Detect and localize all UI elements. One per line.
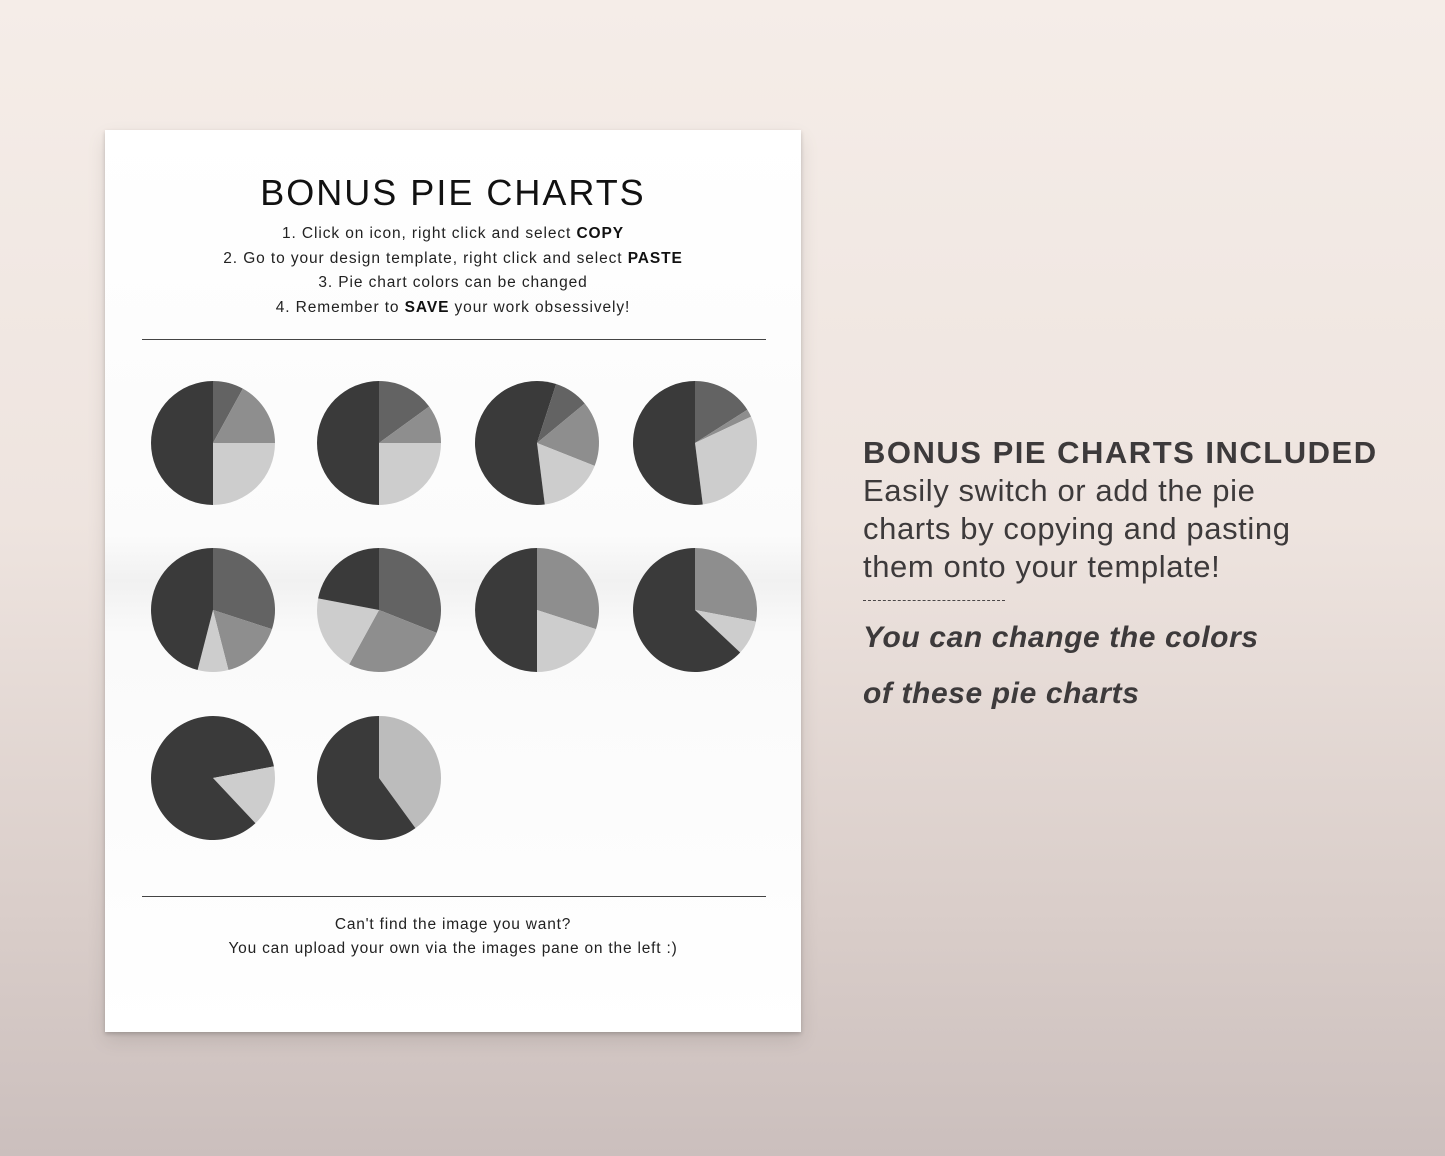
step-text: 2. Go to your design template, right click and select: [223, 249, 628, 267]
pie-slice: [317, 381, 379, 505]
pie-slice: [475, 381, 545, 505]
pie-chart[interactable]: [317, 548, 441, 672]
sheet-footer: [105, 913, 801, 961]
step-keyword: PASTE: [627, 249, 683, 267]
bottom-divider: [142, 896, 766, 897]
feature-note-line: of these pie charts: [863, 677, 1140, 710]
pie-slice: [633, 381, 703, 505]
pie-chart[interactable]: [151, 381, 275, 505]
pie-chart[interactable]: [151, 716, 275, 840]
step-keyword: SAVE: [404, 298, 450, 316]
step-text-end: your work obsessively!: [449, 298, 631, 316]
pie-chart[interactable]: [151, 548, 275, 672]
pie-slice: [213, 443, 275, 505]
step-text: 1. Click on icon, right click and select: [281, 225, 577, 242]
pie-slice: [475, 548, 537, 672]
pie-chart[interactable]: [317, 381, 441, 505]
step-text: 4. Remember to: [275, 298, 405, 316]
template-sheet: [105, 130, 801, 1032]
footer-hint: You can upload your own via the images pane on the left :): [228, 940, 678, 957]
feature-heading: BONUS PIE CHARTS INCLUDED: [863, 435, 1378, 470]
feature-body-line: charts by copying and pasting: [863, 511, 1291, 546]
feature-note-line: You can change the colors: [863, 621, 1259, 654]
feature-description: [863, 434, 1423, 713]
dashed-divider: [863, 600, 1005, 601]
feature-body-line: them onto your template!: [863, 549, 1221, 584]
pie-slice: [695, 548, 757, 622]
footer-question: Can't find the image you want?: [334, 916, 572, 933]
pie-slice: [151, 381, 213, 505]
step-text: 3. Pie chart colors can be changed: [318, 274, 588, 291]
feature-body-line: Easily switch or add the pie: [863, 473, 1256, 508]
sheet-title: BONUS PIE CHARTS: [260, 172, 646, 213]
pie-chart[interactable]: [317, 716, 441, 840]
pie-chart[interactable]: [633, 548, 757, 672]
pie-chart[interactable]: [475, 548, 599, 672]
pie-chart[interactable]: [633, 381, 757, 505]
pie-slice: [379, 443, 441, 505]
step-keyword: COPY: [576, 225, 624, 242]
pie-chart[interactable]: [475, 381, 599, 505]
